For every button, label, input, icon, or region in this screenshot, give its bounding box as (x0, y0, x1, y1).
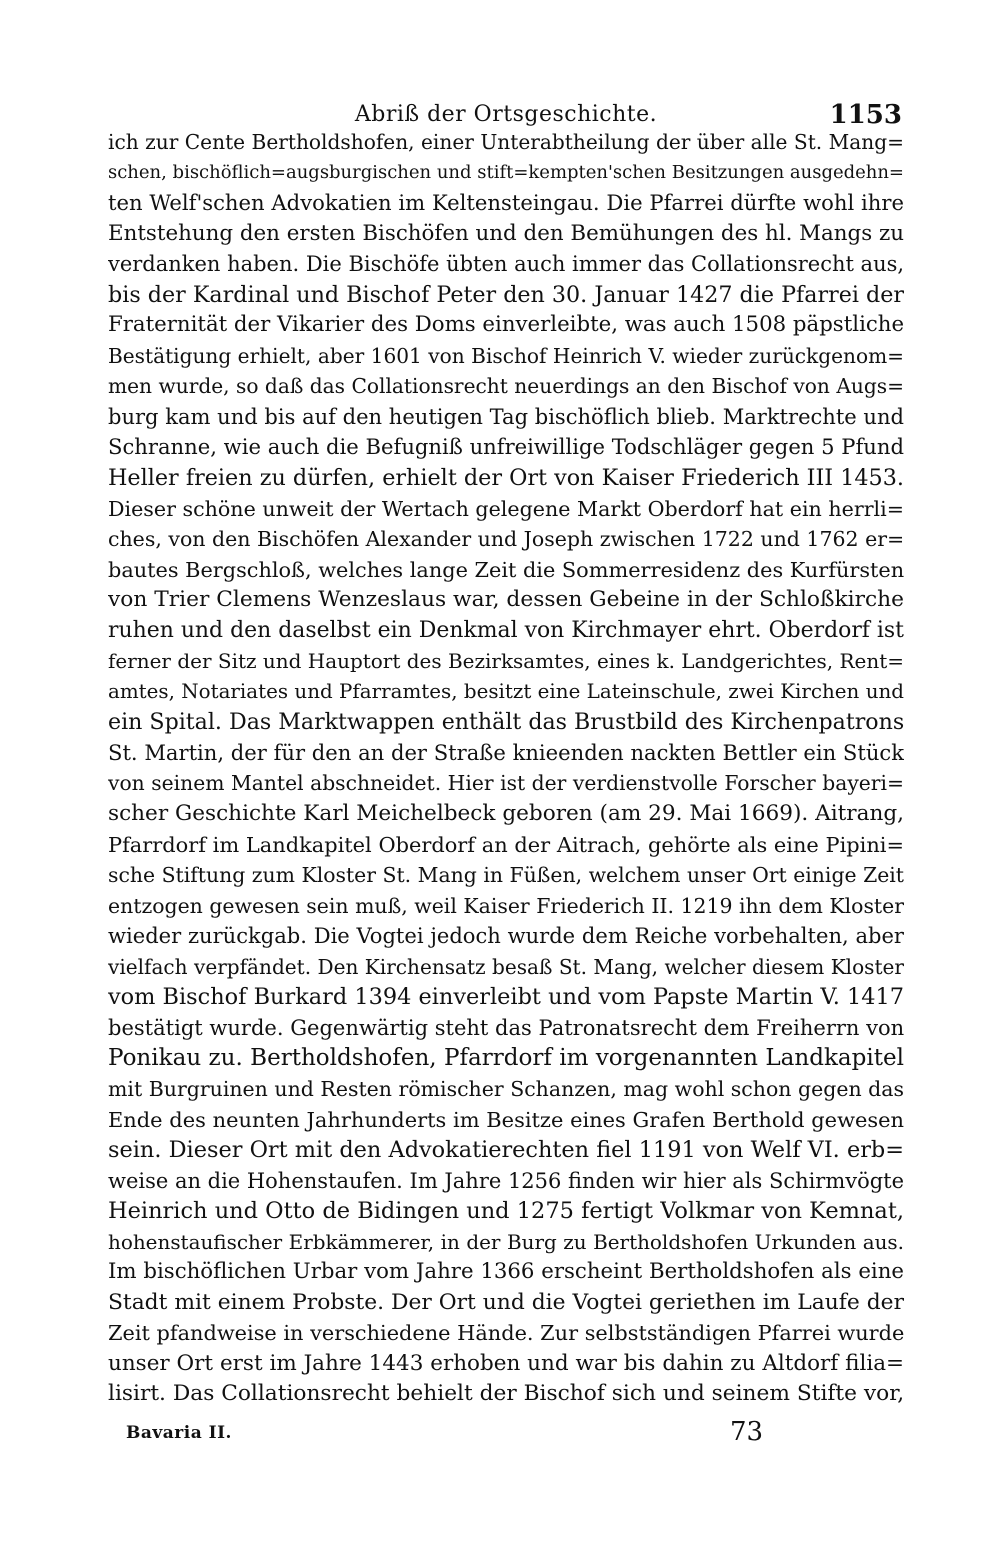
text-line: von seinem Mantel abschneidet. Hier ist der verdienstvolle Forscher bayeri= (108, 771, 904, 796)
sheet-number: 73 (730, 1417, 764, 1447)
text-line: ferner der Sitz und Hauptort des Bezirksamtes, eines k. Landgerichtes, Rent= (108, 649, 904, 674)
text-line: ein Spital. Das Marktwappen enthält das Brustbild des Kirchenpatrons (108, 709, 904, 736)
text-line: Stadt mit einem Probste. Der Ort und die Vogtei geriethen im Laufe der (108, 1289, 904, 1315)
body-text (108, 127, 904, 1410)
text-line: bis der Kardinal und Bischof Peter den 30. Januar 1427 die Pfarrei der (108, 281, 904, 308)
text-line: lisirt. Das Collationsrecht behielt der Bischof sich und seinem Stifte vor, (108, 1381, 904, 1407)
text-line: Bestätigung erhielt, aber 1601 von Bischof Heinrich V. wieder zurückgenom= (108, 343, 904, 368)
running-head-title: Abriß der Ortsgeschichte. (354, 102, 658, 127)
text-line: Heinrich und Otto de Bidingen und 1275 fertigt Volkmar von Kemnat, (108, 1198, 904, 1225)
page-number: 1153 (829, 100, 902, 130)
text-line: unser Ort erst im Jahre 1443 erhoben und war bis dahin zu Altdorf filia= (108, 1350, 904, 1376)
text-line: Im bischöflichen Urbar vom Jahre 1366 erscheint Bertholdshofen als eine (108, 1259, 904, 1285)
page-footer (126, 1417, 886, 1457)
text-line: St. Martin, der für den an der Straße knieenden nackten Bettler ein Stück (108, 739, 904, 765)
text-line: Fraternität der Vikarier des Doms einverleibte, was auch 1508 päpstliche (108, 312, 904, 338)
text-line: mit Burgruinen und Resten römischer Schanzen, mag wohl schon gegen das (108, 1076, 904, 1101)
text-line: entzogen gewesen sein muß, weil Kaiser Friederich II. 1219 ihn dem Kloster (108, 893, 904, 918)
text-line: bautes Bergschloß, welches lange Zeit die Sommerresidenz des Kurfürsten (108, 557, 904, 582)
text-line: von Trier Clemens Wenzeslaus war, dessen Gebeine in der Schloßkirche (108, 587, 904, 613)
text-line: hohenstaufischer Erbkämmerer, in der Burg zu Bertholdshofen Urkunden aus. (108, 1229, 904, 1254)
text-line: burg kam und bis auf den heutigen Tag bischöflich blieb. Marktrechte und (108, 403, 904, 429)
text-line: Dieser schöne unweit der Wertach gelegene Markt Oberdorf hat ein herrli= (108, 496, 904, 521)
text-line: sein. Dieser Ort mit den Advokatierechten fiel 1191 von Welf VI. erb= (108, 1137, 904, 1164)
text-line: bestätigt wurde. Gegenwärtig steht das Patronatsrecht dem Freiherrn von (108, 1014, 904, 1040)
text-line: vom Bischof Burkard 1394 einverleibt und vom Papste Martin V. 1417 (108, 984, 904, 1011)
text-line: Ende des neunten Jahrhunderts im Besitze eines Grafen Berthold gewesen (108, 1107, 904, 1132)
text-line: scher Geschichte Karl Meichelbeck geboren (am 29. Mai 1669). Aitrang, (108, 801, 904, 827)
text-line: wieder zurückgab. Die Vogtei jedoch wurde dem Reiche vorbehalten, aber (108, 923, 904, 949)
text-line: Ponikau zu. Bertholdshofen, Pfarrdorf im vorgenannten Landkapitel (108, 1045, 904, 1072)
text-line: ten Welf'schen Advokatien im Keltensteingau. Die Pfarrei dürfte wohl ihre (108, 190, 904, 216)
text-line: Pfarrdorf im Landkapitel Oberdorf an der Aitrach, gehörte als eine Pipini= (108, 832, 904, 857)
printer-signature: Bavaria II. (126, 1423, 232, 1443)
text-line: ruhen und den daselbst ein Denkmal von Kirchmayer ehrt. Oberdorf ist (108, 617, 904, 643)
text-line: weise an die Hohenstaufen. Im Jahre 1256 finden wir hier als Schirmvögte (108, 1168, 904, 1193)
text-line: amtes, Notariates und Pfarramtes, besitzt eine Lateinschule, zwei Kirchen und (108, 679, 904, 703)
text-line: ich zur Cente Bertholdshofen, einer Unterabtheilung der über alle St. Mang= (108, 130, 904, 154)
text-line: vielfach verpfändet. Den Kirchensatz besaß St. Mang, welcher diesem Kloster (108, 954, 904, 979)
text-line: verdanken haben. Die Bischöfe übten auch immer das Collationsrecht aus, (108, 252, 904, 277)
text-line: Entstehung den ersten Bischöfen und den Bemühungen des hl. Mangs zu (108, 220, 904, 246)
text-line: ches, von den Bischöfen Alexander und Joseph zwischen 1722 und 1762 er= (108, 527, 904, 552)
text-line: Zeit pfandweise in verschiedene Hände. Zur selbstständigen Pfarrei wurde (108, 1321, 904, 1346)
text-line: sche Stiftung zum Kloster St. Mang in Füßen, welchem unser Ort einige Zeit (108, 863, 904, 888)
text-line: men wurde, so daß das Collationsrecht neuerdings an den Bischof von Augs= (108, 374, 904, 399)
text-line: Heller freien zu dürfen, erhielt der Ort von Kaiser Friederich III 1453. (108, 465, 904, 492)
text-line: schen, bischöflich=augsburgischen und stift=kempten'schen Besitzungen ausgedehn= (108, 161, 904, 183)
text-line: Schranne, wie auch die Befugniß unfreiwillige Todschläger gegen 5 Pfund (108, 434, 904, 460)
